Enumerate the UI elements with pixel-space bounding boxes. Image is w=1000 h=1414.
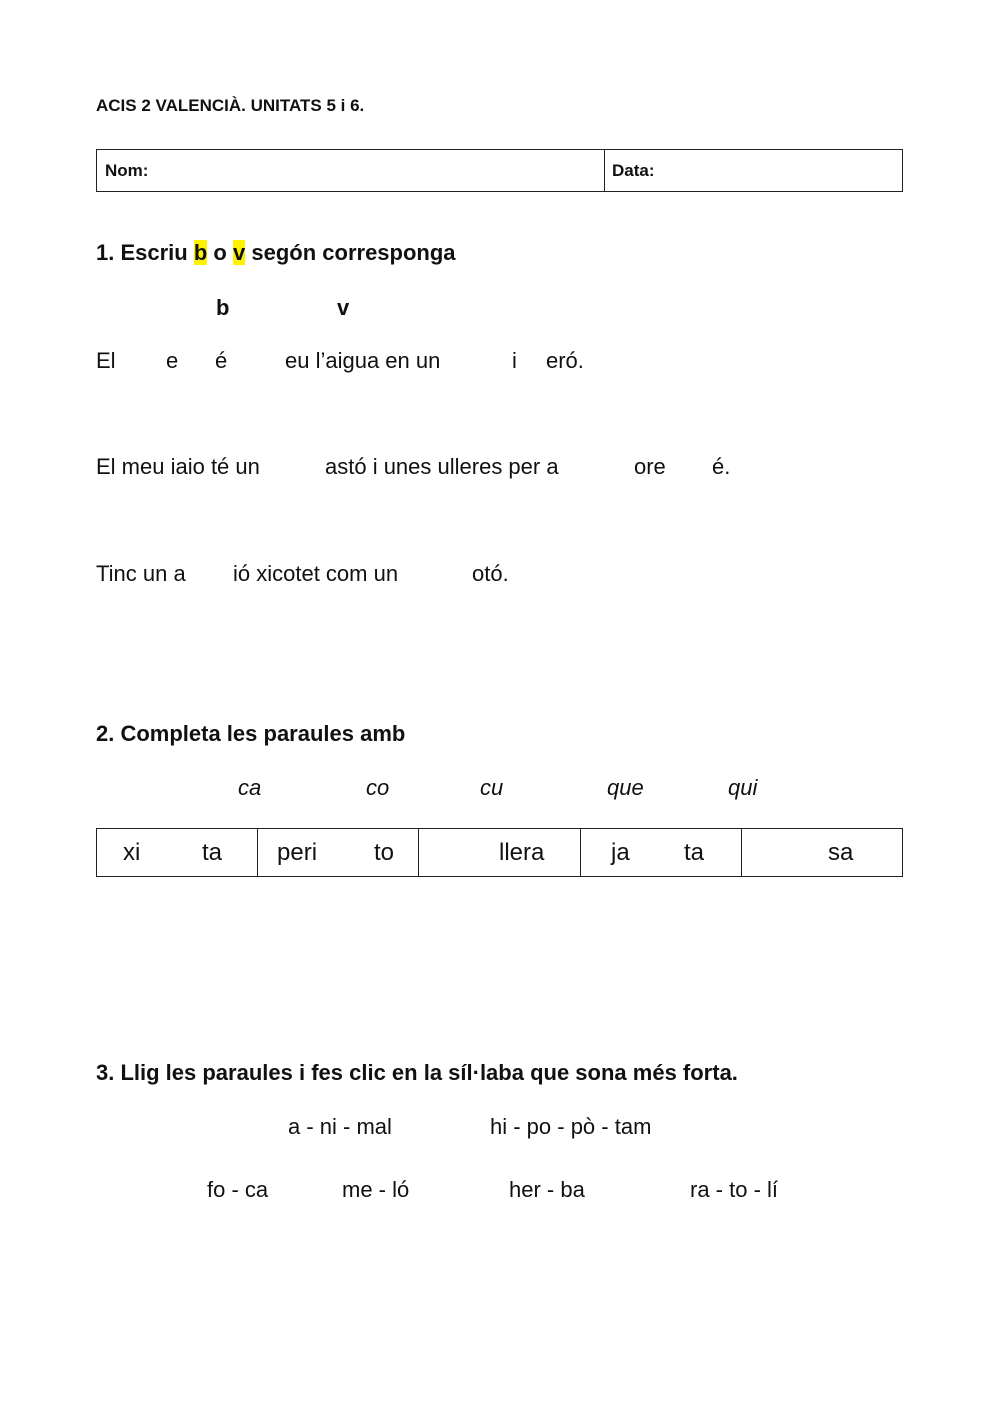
word-part: ta [684,839,705,866]
title-text: 1. Escriu [96,240,188,265]
table-divider [257,828,258,877]
title-text: segón corresponga [251,240,456,265]
syllable-option[interactable]: que [607,775,644,800]
worksheet-title: ACIS 2 VALENCIÀ. UNITATS 5 i 6. [96,96,365,115]
word-part: xi [123,839,141,866]
word-part: sa [828,839,854,866]
exercise3-title: 3. Llig les paraules i fes clic en la síl·laba que sona més forta. [96,1060,738,1085]
word-part: ja [611,839,630,866]
syllable-word[interactable]: ra - to - lí [690,1177,779,1202]
sentence-fragment: El meu iaio té un [96,454,260,479]
syllable-option[interactable]: ca [238,775,262,800]
sentence-fragment: é [215,348,228,373]
name-label: Nom: [105,161,149,180]
table-divider [580,828,581,877]
option-v[interactable]: v [337,295,350,320]
table-divider [741,828,742,877]
sentence-fragment: eró. [546,348,584,373]
word-part: peri [277,839,318,866]
sentence-fragment: ore [634,454,666,479]
syllable-word[interactable]: me - ló [342,1177,410,1202]
sentence-fragment: astó i unes ulleres per a [325,454,559,479]
title-text: o [213,240,227,265]
syllable-word[interactable]: fo - ca [207,1177,269,1202]
exercise1-title [96,242,456,264]
word-part: to [374,839,395,866]
syllable-word[interactable]: a - ni - mal [288,1114,392,1139]
syllable-option[interactable]: qui [728,775,758,800]
sentence-fragment: eu l’aigua en un [285,348,441,373]
sentence-fragment: otó. [472,561,509,586]
syllable-option[interactable]: cu [480,775,504,800]
exercise2-title: 2. Completa les paraules amb [96,721,406,746]
option-b[interactable]: b [216,295,230,320]
sentence-fragment: é. [712,454,731,479]
sentence-fragment: i [512,348,517,373]
syllable-word[interactable]: hi - po - pò - tam [490,1114,652,1139]
sentence-fragment: Tinc un a [96,561,186,586]
sentence-fragment: El [96,348,116,373]
highlight-v: v [233,240,246,265]
syllable-option[interactable]: co [366,775,390,800]
word-part: llera [499,839,545,866]
syllable-word[interactable]: her - ba [509,1177,585,1202]
sentence-fragment: e [166,348,179,373]
table-divider [604,149,605,192]
name-date-table [96,149,903,192]
word-part: ta [202,839,223,866]
date-label: Data: [612,161,655,180]
table-divider [418,828,419,877]
sentence-fragment: ió xicotet com un [233,561,399,586]
highlight-b: b [193,240,208,265]
